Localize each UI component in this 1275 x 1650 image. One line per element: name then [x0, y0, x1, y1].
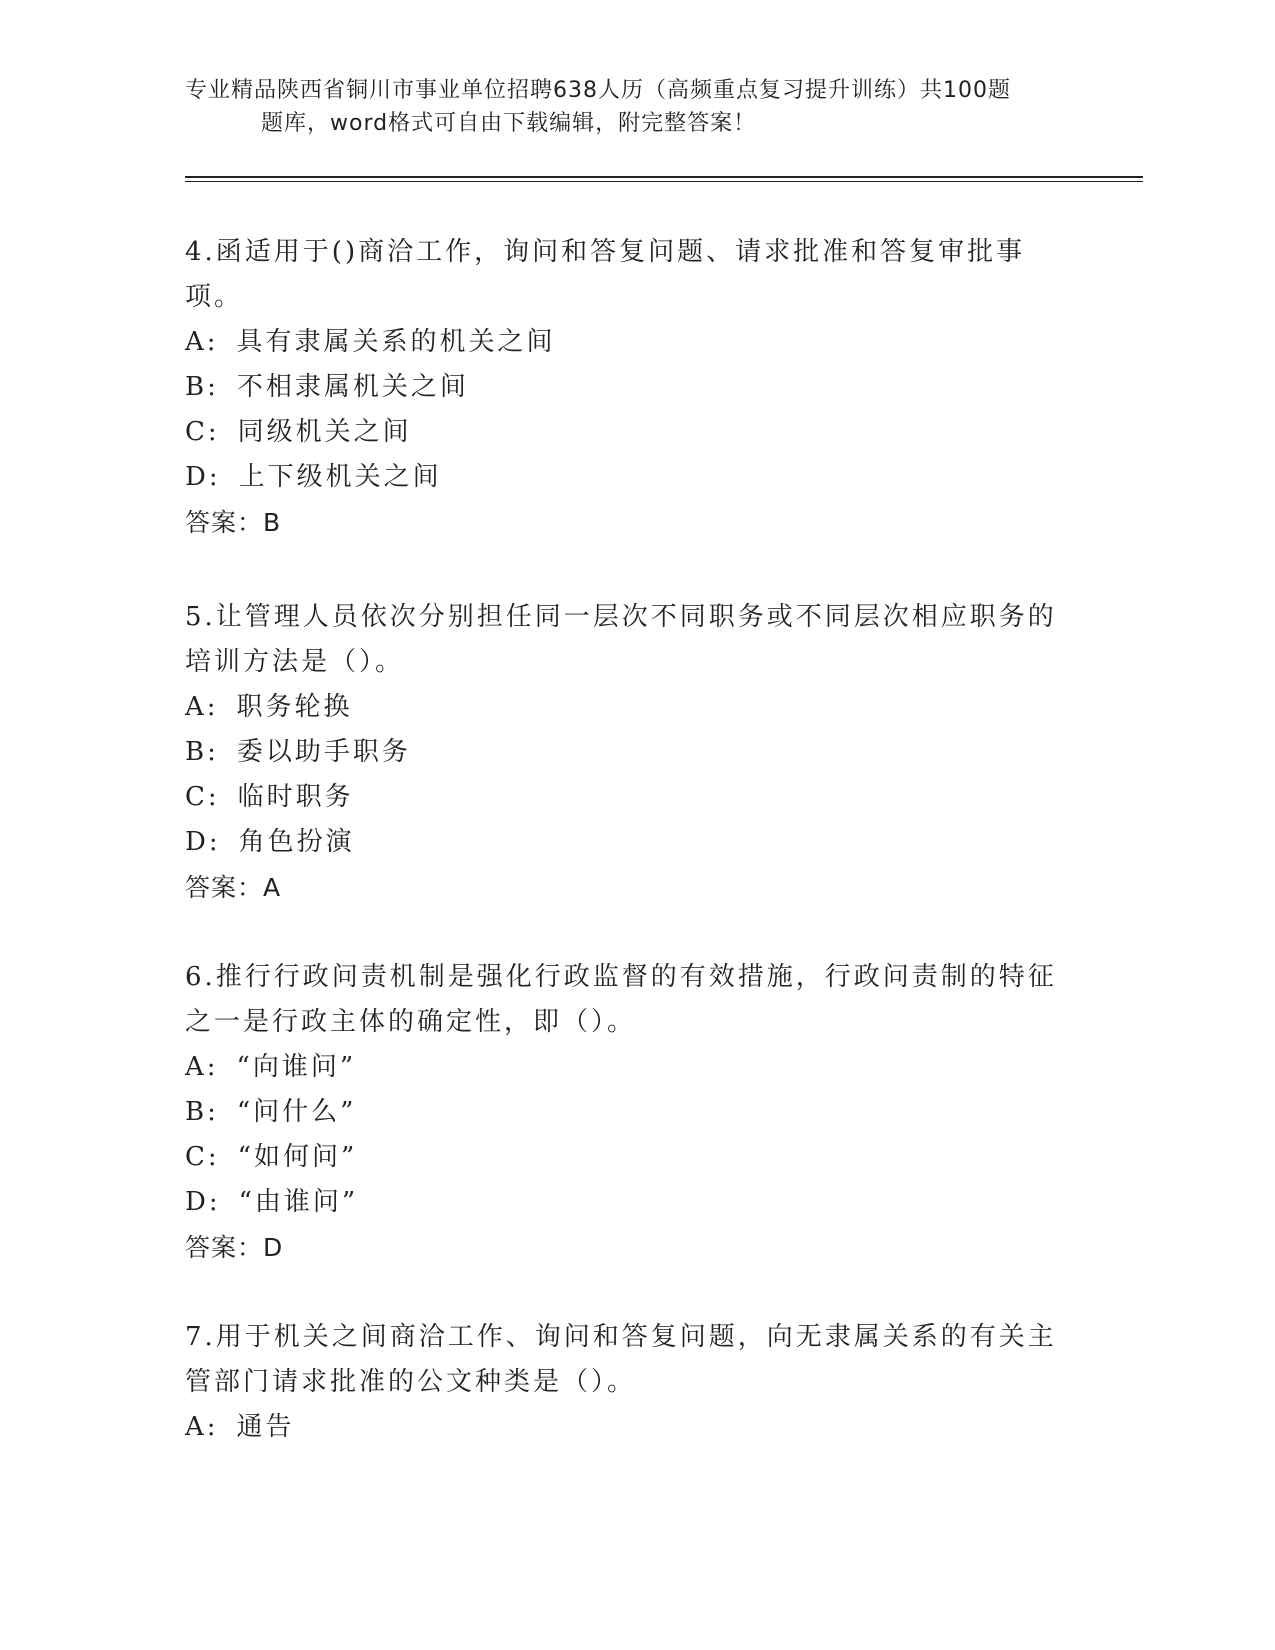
option-text: 角色扮演 — [238, 827, 355, 857]
question-4 — [185, 230, 1065, 545]
option-key: B: — [185, 372, 219, 402]
question-5 — [185, 595, 1065, 910]
option-b — [185, 730, 1065, 775]
question-stem: 6.推行行政问责机制是强化行政监督的有效措施，行政问责制的特征之一是行政主体的确定性，即（）。 — [185, 962, 1057, 1037]
option-text: 委以助手职务 — [236, 737, 411, 767]
option-text: 不相隶属机关之间 — [236, 372, 469, 402]
header-divider-thick — [185, 176, 1143, 178]
option-key: C: — [185, 1142, 220, 1172]
option-d — [185, 455, 1065, 500]
option-key: D: — [185, 827, 221, 857]
option-key: C: — [185, 782, 220, 812]
option-key: D: — [185, 1187, 221, 1217]
option-key: A: — [185, 692, 219, 722]
document-header — [185, 74, 1095, 140]
answer-line: 答案：A — [185, 873, 282, 902]
option-c — [185, 410, 1065, 455]
option-text: “向谁问” — [236, 1052, 357, 1082]
option-key: A: — [185, 327, 219, 357]
option-text: 上下级机关之间 — [238, 462, 442, 492]
option-c — [185, 1135, 1065, 1180]
option-a — [185, 320, 1065, 365]
header-divider-thin — [185, 181, 1143, 182]
option-text: 职务轮换 — [236, 692, 353, 722]
option-key: B: — [185, 737, 219, 767]
header-title-line-1: 专业精品陕西省铜川市事业单位招聘638人历（高频重点复习提升训练）共100题 — [185, 78, 1011, 103]
option-text: “问什么” — [236, 1097, 357, 1127]
answer-line: 答案：D — [185, 1233, 284, 1262]
option-key: D: — [185, 462, 221, 492]
option-a — [185, 1045, 1065, 1090]
question-stem: 5.让管理人员依次分别担任同一层次不同职务或不同层次相应职务的培训方法是（）。 — [185, 602, 1057, 677]
question-6 — [185, 955, 1065, 1270]
option-b — [185, 1090, 1065, 1135]
option-text: “如何问” — [237, 1142, 358, 1172]
option-text: 通告 — [236, 1412, 295, 1442]
header-title-line-2: 题库，word格式可自由下载编辑，附完整答案！ — [261, 111, 757, 136]
option-text: 具有隶属关系的机关之间 — [236, 327, 556, 357]
option-d — [185, 820, 1065, 865]
answer-line: 答案：B — [185, 508, 282, 537]
option-a — [185, 685, 1065, 730]
option-key: A: — [185, 1052, 219, 1082]
option-key: A: — [185, 1412, 219, 1442]
option-key: B: — [185, 1097, 219, 1127]
option-c — [185, 775, 1065, 820]
option-key: C: — [185, 417, 220, 447]
option-text: 临时职务 — [237, 782, 354, 812]
question-7 — [185, 1315, 1065, 1450]
option-text: 同级机关之间 — [237, 417, 412, 447]
question-stem: 7.用于机关之间商洽工作、询问和答复问题，向无隶属关系的有关主管部门请求批准的公文种类是（）。 — [185, 1322, 1057, 1397]
option-text: “由谁问” — [238, 1187, 359, 1217]
option-b — [185, 365, 1065, 410]
question-stem: 4.函适用于()商洽工作，询问和答复问题、请求批准和答复审批事项。 — [185, 237, 1026, 312]
option-d — [185, 1180, 1065, 1225]
option-a — [185, 1405, 1065, 1450]
